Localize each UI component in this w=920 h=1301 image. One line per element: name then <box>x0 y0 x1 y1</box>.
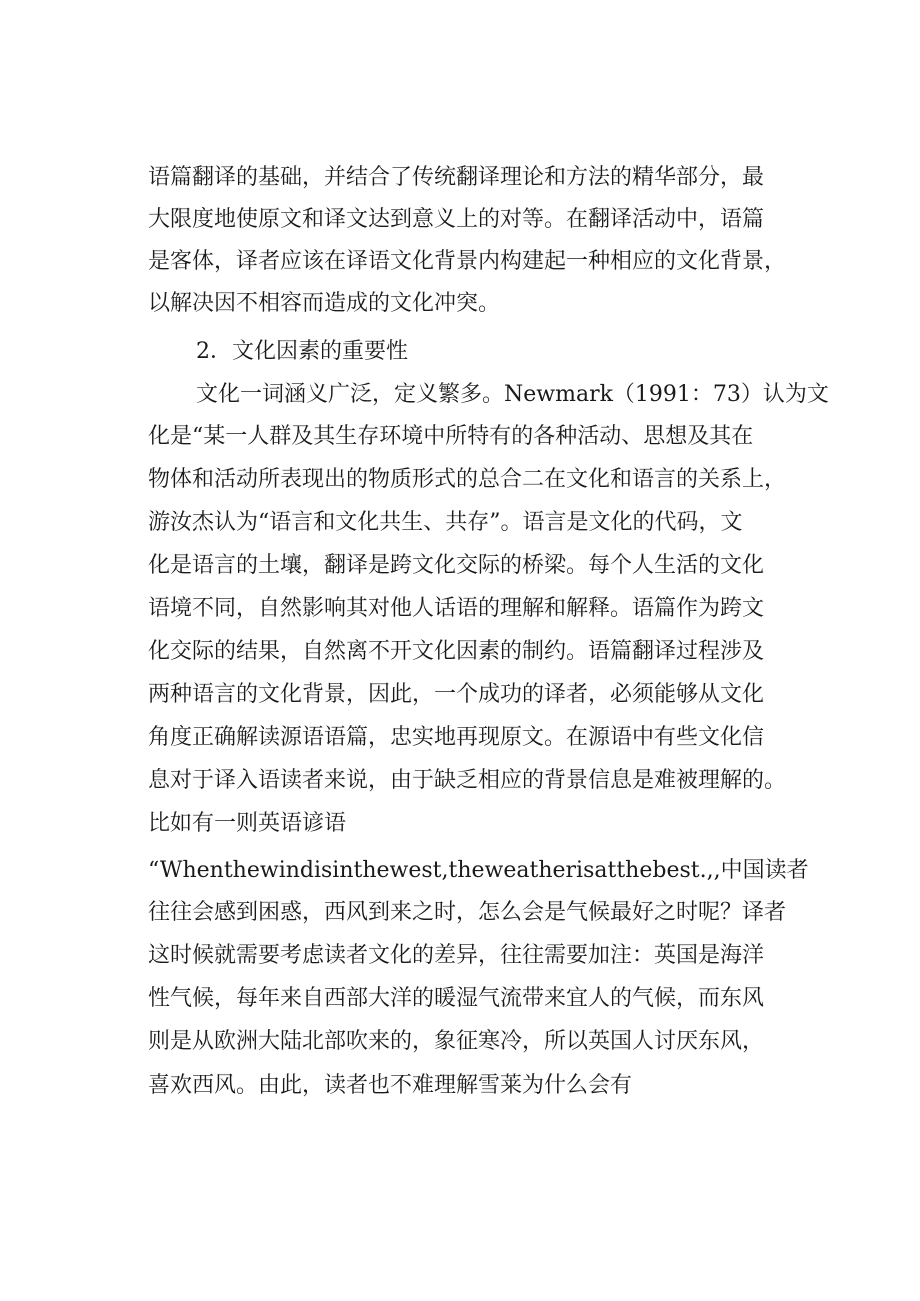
text-line: 这时候就需要考虑读者文化的差异，往往需要加注：英国是海洋 <box>148 943 765 968</box>
text-line: 则是从欧洲大陆北部吹来的，象征寒冷，所以英国人讨厌东风， <box>148 1029 765 1054</box>
text-line: 化交际的结果，自然离不开文化因素的制约。语篇翻译过程涉及 <box>148 639 765 664</box>
text-line: 喜欢西风。由此，读者也不难理解雪莱为什么会有 <box>148 1073 633 1098</box>
text-line: 大限度地使原文和译文达到意义上的对等。在翻译活动中，语篇 <box>148 207 765 232</box>
text-line: 化是“某一人群及其生存环境中所特有的各种活动、思想及其在 <box>148 424 754 449</box>
text-line: 两种语言的文化背景，因此，一个成功的译者，必须能够从文化 <box>148 682 765 707</box>
text-line: 语境不同，自然影响其对他人话语的理解和解释。语篇作为跨文 <box>148 596 765 621</box>
text-line: 比如有一则英语谚语 <box>148 811 347 836</box>
text-line: 以解决因不相容而造成的文化冲突。 <box>148 291 501 316</box>
text-line: 息对于译入语读者来说，由于缺乏相应的背景信息是难被理解的。 <box>148 768 787 793</box>
text-line: 性气候，每年来自西部大洋的暖湿气流带来宜人的气候，而东风 <box>148 986 765 1011</box>
text-line: 文化一词涵义广泛，定义繁多。Newmark（1991：73）认为文 <box>196 382 829 407</box>
text-line: 物体和活动所表现出的物质形式的总合二在文化和语言的关系上， <box>148 467 787 492</box>
text-line: 化是语言的土壤，翻译是跨文化交际的桥梁。每个人生活的文化 <box>148 553 765 578</box>
text-line: 游汝杰认为“语言和文化共生、共存”。语言是文化的代码，文 <box>148 510 743 535</box>
section-heading: 2．文化因素的重要性 <box>196 339 408 364</box>
text-line: 是客体，译者应该在译语文化背景内构建起一种相应的文化背景， <box>148 249 787 274</box>
text-line: “Whenthewindisinthewest,theweatherisatthebest.,,中国读者 <box>148 858 809 883</box>
text-line: 角度正确解读源语语篇，忠实地再现原文。在源语中有些文化信 <box>148 725 765 750</box>
text-line: 语篇翻译的基础，并结合了传统翻译理论和方法的精华部分，最 <box>148 165 765 190</box>
text-line: 往往会感到困惑，西风到来之时，怎么会是气候最好之时呢？译者 <box>148 900 787 925</box>
